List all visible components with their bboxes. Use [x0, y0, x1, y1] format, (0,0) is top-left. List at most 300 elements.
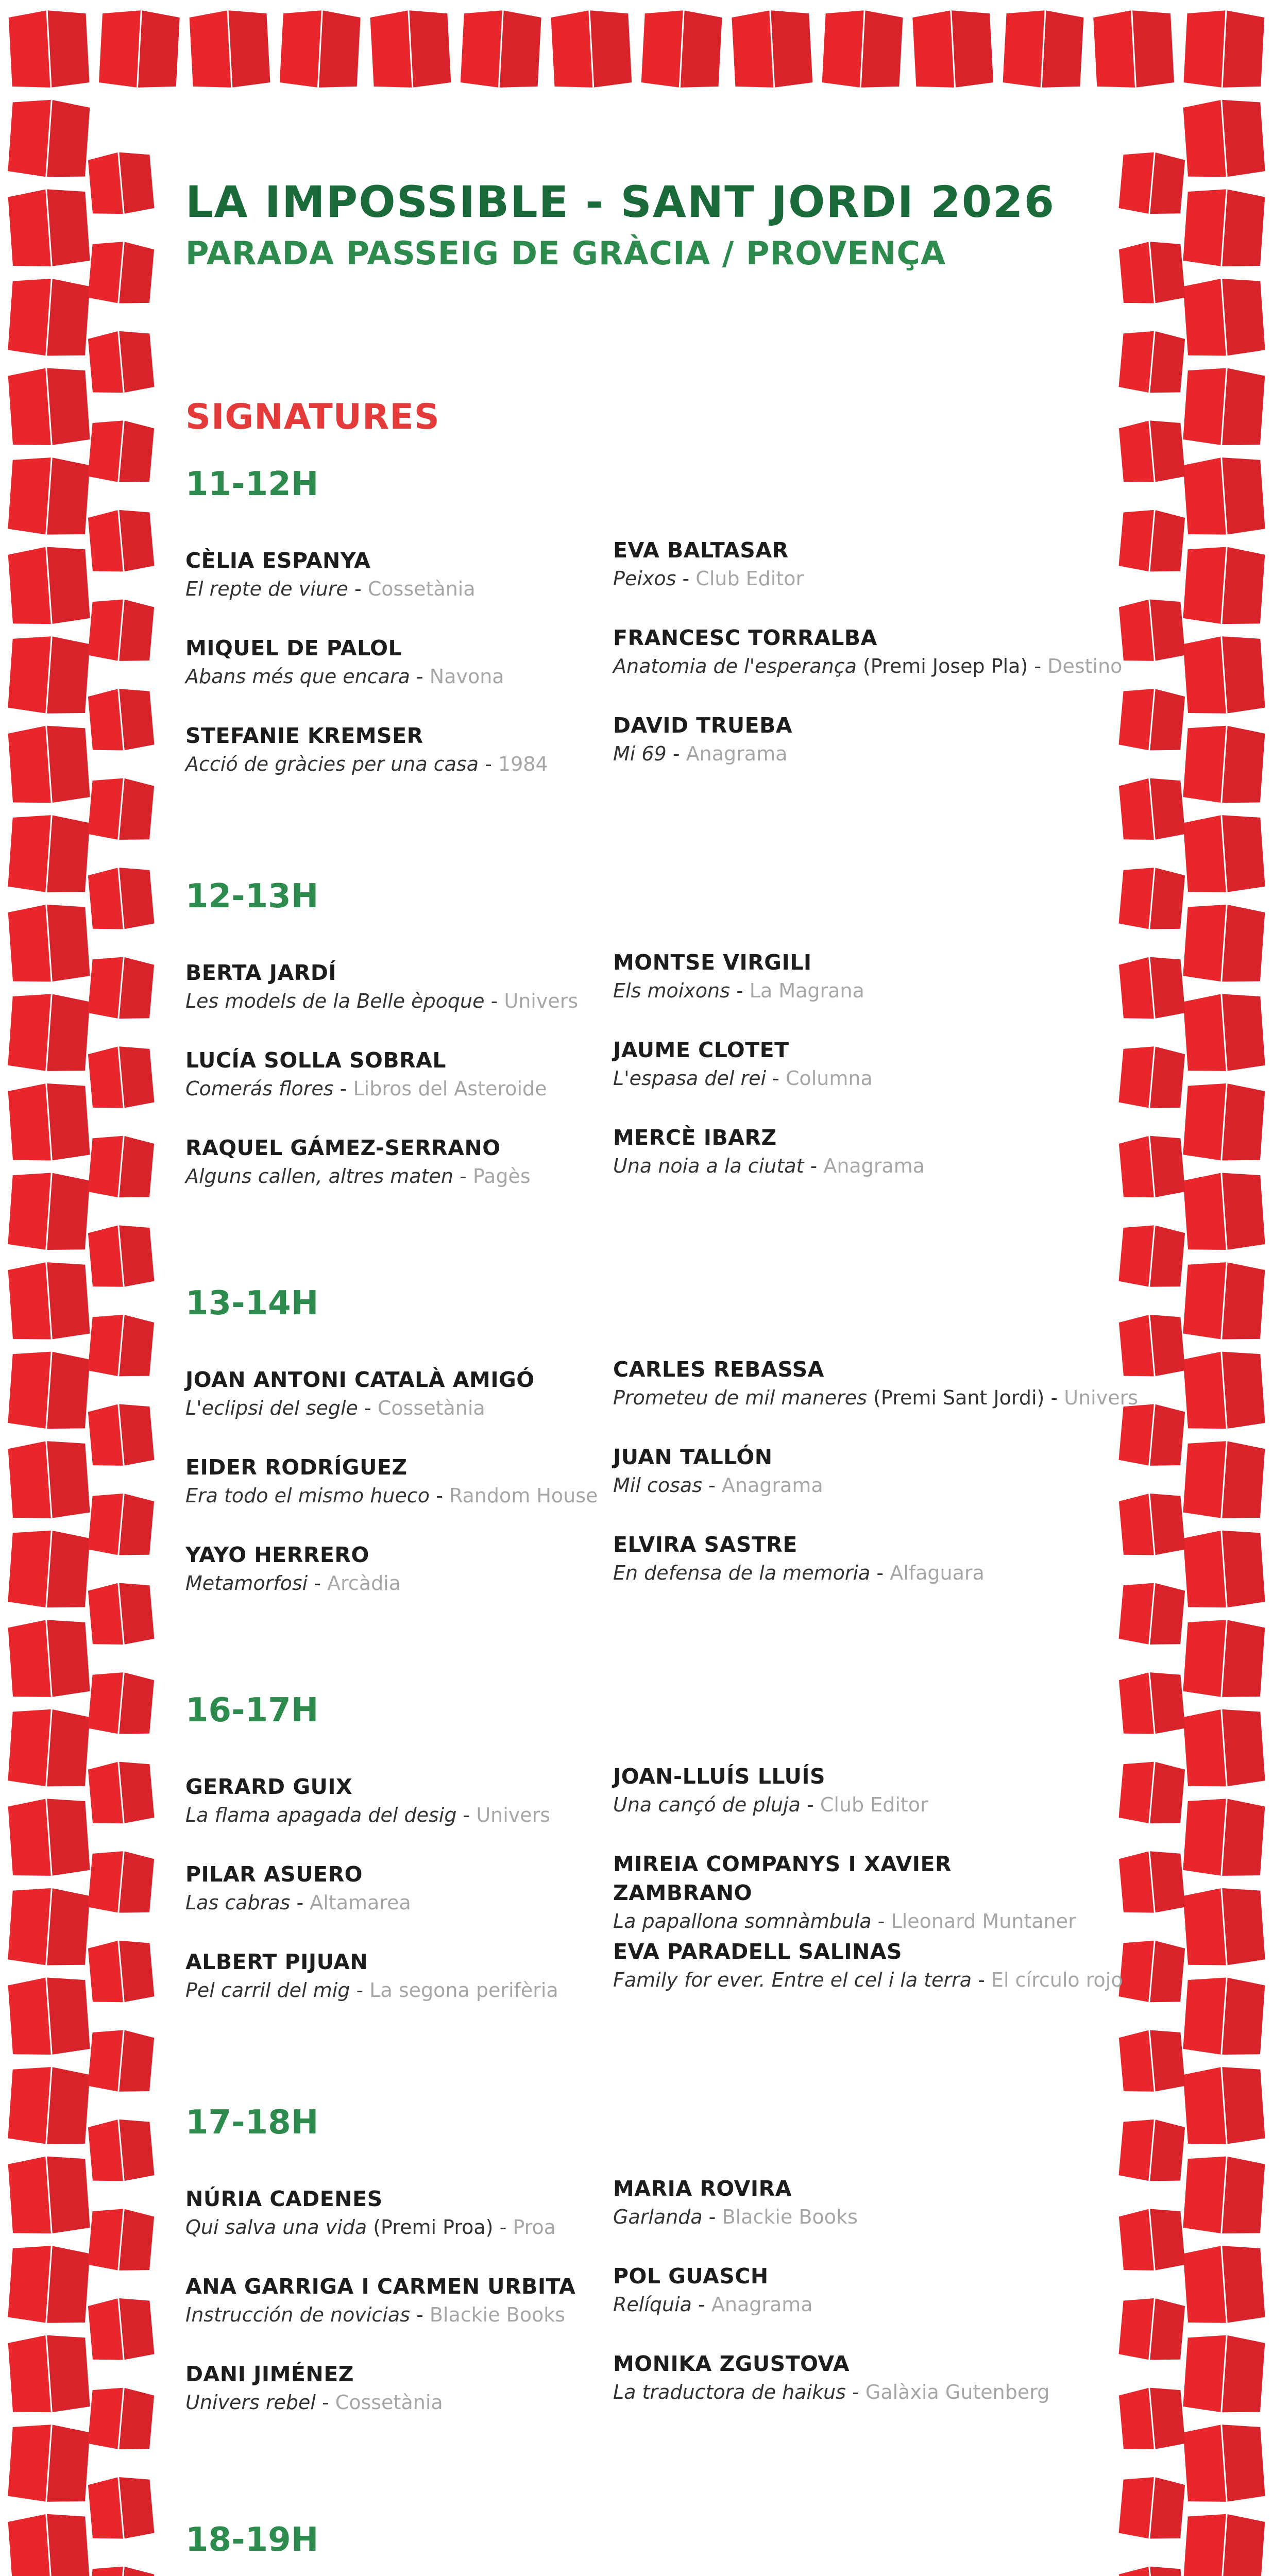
- book-icon: [1118, 1044, 1185, 1111]
- book-icon: [1118, 2296, 1185, 2363]
- separator: -: [736, 979, 743, 1002]
- publisher: Proa: [513, 2216, 556, 2239]
- signing-entry: [613, 1530, 1046, 1587]
- separator: -: [698, 2293, 705, 2316]
- separator: -: [1050, 1386, 1058, 1409]
- author-name: YAYO HERRERO: [185, 1543, 369, 1567]
- book-icon: [88, 2206, 155, 2273]
- signing-entry: [185, 1453, 618, 1510]
- book-line: [613, 652, 1123, 680]
- slot-time: 18-19H: [185, 2521, 319, 2559]
- book-icon: [8, 902, 90, 985]
- author-name: DANI JIMÉNEZ: [185, 2362, 354, 2386]
- book-icon: [1183, 723, 1265, 805]
- book-icon: [1183, 2243, 1265, 2326]
- book-icon: [370, 8, 451, 90]
- book-icon: [88, 954, 155, 1021]
- book-title: L'espasa del rei: [613, 1067, 767, 1090]
- book-line: [185, 987, 618, 1015]
- book-icon: [1118, 1401, 1185, 1468]
- signing-entry: [185, 958, 618, 1015]
- separator: -: [708, 1474, 716, 1497]
- book-title: Family for ever. Entre el cel i la terra: [613, 1969, 972, 1991]
- book-line: [185, 1569, 618, 1597]
- book-icon: [8, 1796, 90, 1878]
- book-icon: [8, 2512, 90, 2576]
- signing-entry: [613, 1937, 1123, 1994]
- publisher: Arcàdia: [327, 1572, 401, 1595]
- book-line: [613, 2291, 1046, 2318]
- book-icon: [1183, 2154, 1265, 2236]
- signing-entry: [613, 1850, 1076, 1935]
- book-icon: [1118, 1849, 1185, 1916]
- time-slot: [185, 876, 1113, 1188]
- author-name: NÚRIA CADENES: [185, 2187, 383, 2211]
- author-name: PILAR ASUERO: [185, 1862, 363, 1887]
- publisher: Navona: [429, 665, 504, 688]
- author-name: ANA GARRIGA I CARMEN URBITA: [185, 2274, 576, 2299]
- author-name: CÈLIA ESPANYA: [185, 548, 371, 573]
- signing-entry: [185, 1860, 618, 1917]
- book-title: Era todo el mismo hueco: [185, 1484, 430, 1507]
- book-icon: [1118, 2117, 1185, 2184]
- publisher: Cossetània: [367, 578, 476, 600]
- book-icon: [88, 507, 155, 574]
- book-line: [613, 1559, 1046, 1587]
- book-icon: [8, 2243, 90, 2326]
- separator: -: [672, 742, 680, 765]
- book-title: Acció de gràcies per una casa: [185, 753, 479, 775]
- book-icon: [88, 775, 155, 842]
- book-title: Qui salva una vida: [185, 2216, 367, 2239]
- page-title: LA IMPOSSIBLE - SANT JORDI 2026: [185, 177, 1056, 227]
- signing-entry: [613, 2262, 1046, 2318]
- author-name: JOAN ANTONI CATALÀ AMIGÓ: [185, 1367, 535, 1392]
- book-title: Mil cosas: [613, 1474, 703, 1497]
- publisher: Destino: [1047, 655, 1123, 677]
- signing-entry: [185, 2360, 618, 2416]
- publisher: La segona perifèria: [369, 1979, 558, 2002]
- publisher: La Magrana: [749, 979, 864, 1002]
- book-icon: [88, 865, 155, 932]
- book-title: Alguns callen, altres maten: [185, 1165, 453, 1188]
- signing-entry: [185, 2184, 618, 2241]
- book-line: [185, 1394, 618, 1422]
- publisher: Anagrama: [686, 742, 788, 765]
- publisher: Alfaguara: [890, 1562, 985, 1584]
- book-line: [185, 1889, 618, 1917]
- signing-entry: [185, 721, 618, 778]
- signing-entry: [185, 634, 618, 690]
- book-icon: [1183, 1260, 1265, 1342]
- book-title: Relíquia: [613, 2293, 692, 2316]
- book-icon: [8, 812, 90, 895]
- book-icon: [88, 1223, 155, 1290]
- book-icon: [1183, 1438, 1265, 1521]
- book-icon: [1183, 991, 1265, 1074]
- book-icon: [1118, 239, 1185, 306]
- book-icon: [8, 455, 90, 537]
- book-icon: [1183, 187, 1265, 269]
- separator: -: [810, 1155, 818, 1177]
- book-title: Las cabras: [185, 1891, 291, 1914]
- book-icon: [1183, 634, 1265, 716]
- book-icon: [1183, 544, 1265, 626]
- book-icon: [1118, 1938, 1185, 2005]
- book-line: [613, 1791, 1046, 1819]
- book-icon: [1118, 507, 1185, 574]
- award-note: (Premi Sant Jordi): [873, 1386, 1045, 1409]
- award-note: (Premi Proa): [373, 2216, 494, 2239]
- book-icon: [1118, 328, 1185, 395]
- separator: -: [416, 2303, 423, 2326]
- book-line: [185, 2213, 618, 2241]
- book-icon: [8, 1438, 90, 1521]
- book-icon: [1183, 1349, 1265, 1431]
- separator: -: [499, 2216, 507, 2239]
- book-icon: [88, 1580, 155, 1647]
- book-icon: [460, 8, 541, 90]
- book-icon: [8, 634, 90, 716]
- book-icon: [8, 187, 90, 269]
- book-icon: [1118, 1580, 1185, 1647]
- book-title: Abans més que encara: [185, 665, 410, 688]
- author-name: FRANCESC TORRALBA: [613, 625, 877, 650]
- author-name: CARLES REBASSA: [613, 1357, 824, 1382]
- book-icon: [8, 723, 90, 805]
- author-name: MERCÈ IBARZ: [613, 1125, 777, 1150]
- book-line: [613, 2378, 1050, 2406]
- author-name: ELVIRA SASTRE: [613, 1532, 797, 1557]
- publisher: Club Editor: [820, 1793, 928, 1816]
- book-icon: [88, 1401, 155, 1468]
- signing-entry: [613, 1762, 1046, 1819]
- separator: -: [321, 2391, 329, 2414]
- author-name: BERTA JARDÍ: [185, 960, 337, 985]
- section-title: SIGNATURES: [185, 397, 440, 437]
- publisher: Galàxia Gutenberg: [865, 2381, 1050, 2403]
- book-icon: [88, 1312, 155, 1379]
- book-icon: [8, 276, 90, 359]
- book-icon: [1183, 1617, 1265, 1700]
- book-icon: [8, 1528, 90, 1610]
- book-icon: [1183, 365, 1265, 448]
- book-icon: [88, 597, 155, 664]
- book-line: [185, 575, 618, 603]
- book-line: [613, 740, 1046, 768]
- publisher: Pagès: [472, 1165, 531, 1188]
- book-line: [185, 1976, 618, 2004]
- book-icon: [8, 2154, 90, 2236]
- book-icon: [1183, 2422, 1265, 2504]
- publisher: Anagrama: [711, 2293, 813, 2316]
- publisher: Blackie Books: [722, 2206, 858, 2228]
- publisher: 1984: [498, 753, 548, 775]
- book-title: Instrucción de novicias: [185, 2303, 410, 2326]
- publisher: Club Editor: [695, 567, 804, 590]
- author-name: GERARD GUIX: [185, 1774, 353, 1799]
- publisher: Random House: [449, 1484, 598, 1507]
- book-icon: [8, 8, 90, 90]
- book-line: [613, 2203, 1046, 2231]
- book-title: El repte de viure: [185, 578, 348, 600]
- slot-time: 13-14H: [185, 1284, 319, 1323]
- author-name: ALBERT PIJUAN: [185, 1950, 368, 1974]
- book-icon: [822, 8, 903, 90]
- separator: -: [364, 1397, 371, 1419]
- book-icon: [8, 1975, 90, 2057]
- separator: -: [436, 1484, 443, 1507]
- signing-entry: [185, 1772, 618, 1829]
- book-line: [185, 663, 618, 690]
- book-icon: [88, 1849, 155, 1916]
- book-title: La flama apagada del desig: [185, 1804, 457, 1826]
- time-slot: [185, 464, 1123, 775]
- book-line: [185, 2388, 618, 2416]
- author-name: JOAN-LLUÍS LLUÍS: [613, 1764, 826, 1789]
- separator: -: [314, 1572, 321, 1595]
- book-title: Pel carril del mig: [185, 1979, 350, 2002]
- signing-entry: [613, 711, 1046, 768]
- separator: -: [340, 1077, 347, 1100]
- book-line: [185, 2301, 618, 2329]
- signing-entry: [185, 1365, 618, 1422]
- author-name: DAVID TRUEBA: [613, 713, 793, 738]
- book-icon: [1118, 1491, 1185, 1558]
- book-icon: [1118, 1670, 1185, 1737]
- book-icon: [8, 1886, 90, 1968]
- publisher: Blackie Books: [429, 2303, 566, 2326]
- book-icon: [1118, 1223, 1185, 1290]
- book-icon: [1183, 1886, 1265, 1968]
- book-icon: [1183, 455, 1265, 537]
- book-icon: [1183, 276, 1265, 359]
- book-icon: [1118, 954, 1185, 1021]
- book-icon: [1118, 686, 1185, 753]
- book-line: [613, 1907, 1076, 1935]
- publisher: Univers: [476, 1804, 551, 1826]
- book-icon: [1183, 2512, 1265, 2576]
- signing-entry: [613, 1123, 1046, 1180]
- signing-entry: [613, 1355, 1139, 1412]
- book-icon: [8, 1260, 90, 1342]
- book-title: Anatomia de l'esperança: [613, 655, 857, 677]
- book-icon: [1183, 97, 1265, 180]
- book-icon: [88, 1044, 155, 1111]
- book-title: Una noia a la ciutat: [613, 1155, 804, 1177]
- book-icon: [88, 2385, 155, 2452]
- signing-entry: [185, 2272, 618, 2329]
- time-slot: [185, 2519, 1113, 2561]
- separator: -: [490, 990, 498, 1012]
- separator: -: [354, 578, 362, 600]
- signing-entry: [185, 1133, 618, 1190]
- book-icon: [88, 2564, 155, 2576]
- book-icon: [8, 991, 90, 1074]
- book-icon: [8, 1170, 90, 1252]
- separator: -: [682, 567, 690, 590]
- book-icon: [88, 149, 155, 216]
- book-line: [185, 1162, 618, 1190]
- book-icon: [1183, 812, 1265, 895]
- book-line: [613, 565, 1046, 592]
- separator: -: [416, 665, 423, 688]
- book-icon: [88, 328, 155, 395]
- book-icon: [8, 2064, 90, 2147]
- signing-entry: [185, 1540, 618, 1597]
- book-icon: [8, 1081, 90, 1163]
- separator: -: [463, 1804, 470, 1826]
- separator: -: [772, 1067, 779, 1090]
- book-icon: [88, 1491, 155, 1558]
- signing-entry: [185, 1947, 618, 2004]
- book-title: Garlanda: [613, 2206, 703, 2228]
- separator: -: [807, 1793, 814, 1816]
- separator: -: [708, 2206, 716, 2228]
- book-line: [185, 1482, 618, 1510]
- signing-entry: [613, 1443, 1046, 1499]
- book-icon: [1118, 775, 1185, 842]
- author-name: EVA BALTASAR: [613, 538, 789, 563]
- separator: -: [852, 2381, 859, 2403]
- book-icon: [8, 1617, 90, 1700]
- book-icon: [1183, 2332, 1265, 2415]
- signing-entry: [613, 948, 1046, 1005]
- book-icon: [912, 8, 994, 90]
- book-icon: [1118, 597, 1185, 664]
- publisher: Anagrama: [823, 1155, 925, 1177]
- book-icon: [8, 2332, 90, 2415]
- author-name: STEFANIE KREMSER: [185, 723, 423, 748]
- book-title: Metamorfosi: [185, 1572, 308, 1595]
- book-icon: [88, 2296, 155, 2363]
- book-icon: [88, 239, 155, 306]
- book-icon: [1183, 1796, 1265, 1878]
- book-icon: [1118, 1133, 1185, 1200]
- book-icon: [1183, 902, 1265, 985]
- author-name: JAUME CLOTET: [613, 1038, 789, 1062]
- book-icon: [8, 365, 90, 448]
- book-icon: [1183, 1081, 1265, 1163]
- book-line: [185, 1075, 618, 1103]
- book-icon: [8, 544, 90, 626]
- author-name: EVA PARADELL SALINAS: [613, 1939, 903, 1964]
- separator: -: [485, 753, 492, 775]
- book-line: [185, 750, 618, 778]
- slot-time: 11-12H: [185, 465, 319, 503]
- book-icon: [88, 2027, 155, 2094]
- signing-entry: [613, 2174, 1046, 2231]
- book-icon: [1118, 2564, 1185, 2576]
- publisher: Libros del Asteroide: [353, 1077, 547, 1100]
- separator: -: [1034, 655, 1042, 677]
- author-name: EIDER RODRÍGUEZ: [185, 1455, 408, 1480]
- book-title: La papallona somnàmbula: [613, 1910, 872, 1933]
- award-note: (Premi Josep Pla): [862, 655, 1028, 677]
- book-title: Mi 69: [613, 742, 667, 765]
- book-icon: [88, 1133, 155, 1200]
- book-icon: [1118, 865, 1185, 932]
- page-subtitle: PARADA PASSEIG DE GRÀCIA / PROVENÇA: [185, 234, 946, 272]
- book-icon: [99, 8, 180, 90]
- publisher: Univers: [504, 990, 579, 1012]
- author-name: MONTSE VIRGILI: [613, 950, 812, 975]
- book-icon: [189, 8, 270, 90]
- signing-entry: [613, 536, 1046, 592]
- book-icon: [88, 1938, 155, 2005]
- book-icon: [8, 2422, 90, 2504]
- book-icon: [1118, 418, 1185, 485]
- author-name: MARIA ROVIRA: [613, 2176, 792, 2201]
- book-icon: [1118, 2385, 1185, 2452]
- slot-time: 17-18H: [185, 2104, 319, 2142]
- signing-entry: [613, 2349, 1050, 2406]
- book-icon: [1118, 2475, 1185, 2541]
- book-title: La traductora de haikus: [613, 2381, 846, 2403]
- book-icon: [1183, 8, 1265, 90]
- book-line: [185, 1801, 618, 1829]
- book-title: Els moixons: [613, 979, 730, 1002]
- author-name: JUAN TALLÓN: [613, 1445, 773, 1469]
- book-icon: [1118, 149, 1185, 216]
- book-line: [613, 1064, 1046, 1092]
- book-title: Les models de la Belle èpoque: [185, 990, 485, 1012]
- book-icon: [88, 2475, 155, 2541]
- book-icon: [1183, 1170, 1265, 1252]
- book-icon: [8, 1707, 90, 1789]
- book-icon: [1118, 2027, 1185, 2094]
- slot-time: 12-13H: [185, 877, 319, 916]
- book-icon: [551, 8, 632, 90]
- book-line: [613, 1471, 1046, 1499]
- separator: -: [978, 1969, 985, 1991]
- author-name: LUCÍA SOLLA SOBRAL: [185, 1048, 447, 1073]
- author-name: RAQUEL GÁMEZ-SERRANO: [185, 1136, 501, 1160]
- book-title: Prometeu de mil maneres: [613, 1386, 867, 1409]
- book-title: Comerás flores: [185, 1077, 334, 1100]
- book-icon: [280, 8, 361, 90]
- book-icon: [1118, 2206, 1185, 2273]
- author-name: MIQUEL DE PALOL: [185, 636, 402, 660]
- book-line: [613, 1966, 1123, 1994]
- book-icon: [1183, 1707, 1265, 1789]
- publisher: El círculo rojo: [991, 1969, 1123, 1991]
- book-icon: [88, 2117, 155, 2184]
- publisher: Columna: [785, 1067, 873, 1090]
- book-icon: [8, 1349, 90, 1431]
- book-line: [613, 1152, 1046, 1180]
- time-slot: [185, 1690, 1123, 2002]
- book-line: [613, 977, 1046, 1005]
- separator: -: [296, 1891, 304, 1914]
- author-name: MIREIA COMPANYS I XAVIER ZAMBRANO: [613, 1852, 952, 1905]
- publisher: Anagrama: [721, 1474, 823, 1497]
- publisher: Altamarea: [310, 1891, 411, 1914]
- book-title: L'eclipsi del segle: [185, 1397, 358, 1419]
- book-title: Peixos: [613, 567, 676, 590]
- book-icon: [88, 1670, 155, 1737]
- author-name: MONIKA ZGUSTOVA: [613, 2351, 850, 2376]
- publisher: Lleonard Muntaner: [891, 1910, 1076, 1933]
- book-icon: [88, 686, 155, 753]
- book-icon: [1118, 1312, 1185, 1379]
- author-name: POL GUASCH: [613, 2264, 769, 2289]
- publisher: Cossetània: [377, 1397, 485, 1419]
- separator: -: [356, 1979, 364, 2002]
- book-icon: [88, 1759, 155, 1826]
- book-title: Una cançó de pluja: [613, 1793, 801, 1816]
- poster-content: [185, 175, 1139, 2559]
